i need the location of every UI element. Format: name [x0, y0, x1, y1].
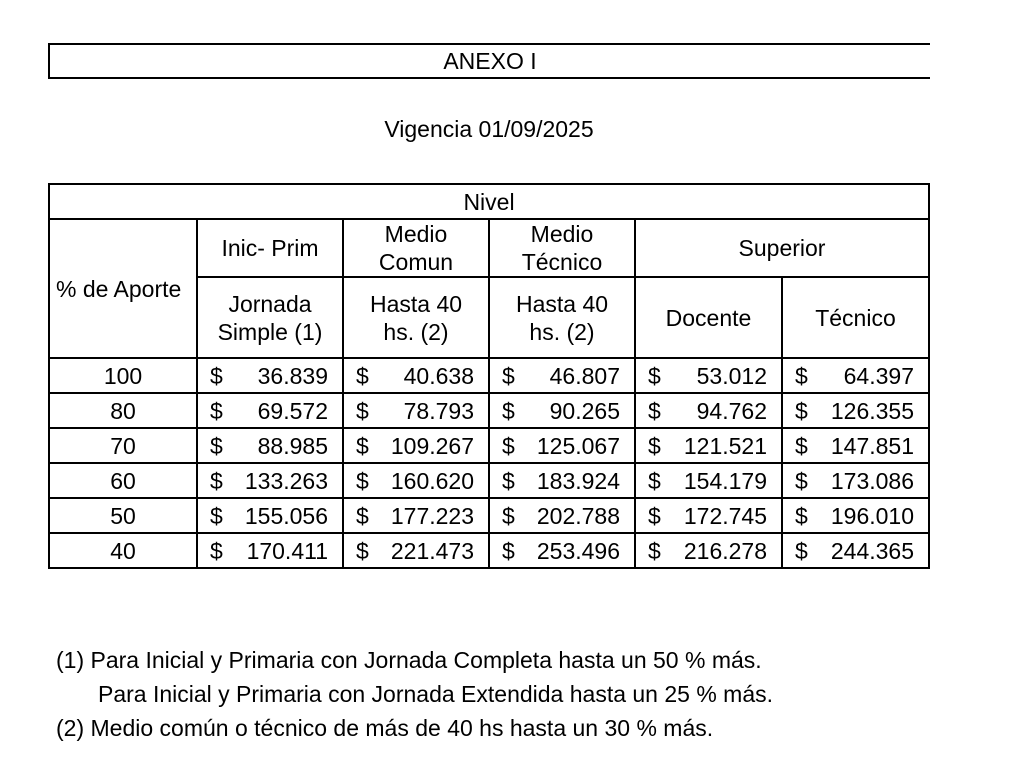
group-superior: Superior: [635, 219, 929, 277]
footnotes: [56, 643, 773, 745]
group-inic-prim: Inic- Prim: [197, 219, 343, 277]
footnote-1b: Para Inicial y Primaria con Jornada Extendida hasta un 25 % más.: [98, 681, 774, 707]
aporte-cell: 50: [49, 498, 197, 533]
validity-date: Vigencia 01/09/2025: [384, 116, 594, 142]
value-cell: $ 177.223: [343, 498, 489, 533]
value-cell: $ 46.807: [489, 358, 635, 393]
annex-title: [48, 43, 930, 79]
sub-jornada-simple: Jornada Simple (1): [197, 277, 343, 358]
annex-title-text: ANEXO I: [443, 47, 537, 74]
value-cell: $ 126.355: [782, 393, 929, 428]
header-row-groups: [49, 219, 929, 277]
value-cell: $ 121.521: [635, 428, 782, 463]
aporte-cell: 60: [49, 463, 197, 498]
aporte-cell: 70: [49, 428, 197, 463]
footnote-1: (1) Para Inicial y Primaria con Jornada Completa hasta un 50 % más.: [56, 647, 762, 673]
value-cell: $ 170.411: [197, 533, 343, 568]
value-cell: $ 221.473: [343, 533, 489, 568]
group-medio-tecnico: Medio Técnico: [489, 219, 635, 277]
aporte-cell: 100: [49, 358, 197, 393]
table-row: [49, 428, 929, 463]
value-cell: $ 172.745: [635, 498, 782, 533]
aporte-header: % de Aporte: [49, 219, 197, 358]
value-cell: $ 36.839: [197, 358, 343, 393]
value-cell: $ 133.263: [197, 463, 343, 498]
value-cell: $ 125.067: [489, 428, 635, 463]
sub-medio-tecnico-hasta40: Hasta 40 hs. (2): [489, 277, 635, 358]
value-cell: $ 90.265: [489, 393, 635, 428]
table-row: [49, 463, 929, 498]
table-row: [49, 393, 929, 428]
aporte-cell: 40: [49, 533, 197, 568]
value-cell: $ 154.179: [635, 463, 782, 498]
sub-docente: Docente: [635, 277, 782, 358]
value-cell: $ 183.924: [489, 463, 635, 498]
value-cell: $ 160.620: [343, 463, 489, 498]
value-cell: $ 173.086: [782, 463, 929, 498]
value-cell: $ 40.638: [343, 358, 489, 393]
level-header: Nivel: [49, 184, 929, 219]
value-cell: $ 216.278: [635, 533, 782, 568]
footnote-2: (2) Medio común o técnico de más de 40 hs hasta un 30 % más.: [56, 715, 714, 741]
header-row-level: [49, 184, 929, 219]
sub-medio-comun-hasta40: Hasta 40 hs. (2): [343, 277, 489, 358]
value-cell: $ 109.267: [343, 428, 489, 463]
group-medio-comun: Medio Comun: [343, 219, 489, 277]
value-cell: $ 69.572: [197, 393, 343, 428]
value-cell: $ 64.397: [782, 358, 929, 393]
value-cell: $ 196.010: [782, 498, 929, 533]
value-cell: $ 94.762: [635, 393, 782, 428]
value-cell: $ 202.788: [489, 498, 635, 533]
contribution-table: [48, 183, 930, 569]
value-cell: $ 147.851: [782, 428, 929, 463]
table-row: [49, 358, 929, 393]
table-row: [49, 533, 929, 568]
value-cell: $ 53.012: [635, 358, 782, 393]
table-row: [49, 498, 929, 533]
sub-tecnico: Técnico: [782, 277, 929, 358]
aporte-cell: 80: [49, 393, 197, 428]
value-cell: $ 244.365: [782, 533, 929, 568]
value-cell: $ 253.496: [489, 533, 635, 568]
value-cell: $ 155.056: [197, 498, 343, 533]
value-cell: $ 78.793: [343, 393, 489, 428]
value-cell: $ 88.985: [197, 428, 343, 463]
